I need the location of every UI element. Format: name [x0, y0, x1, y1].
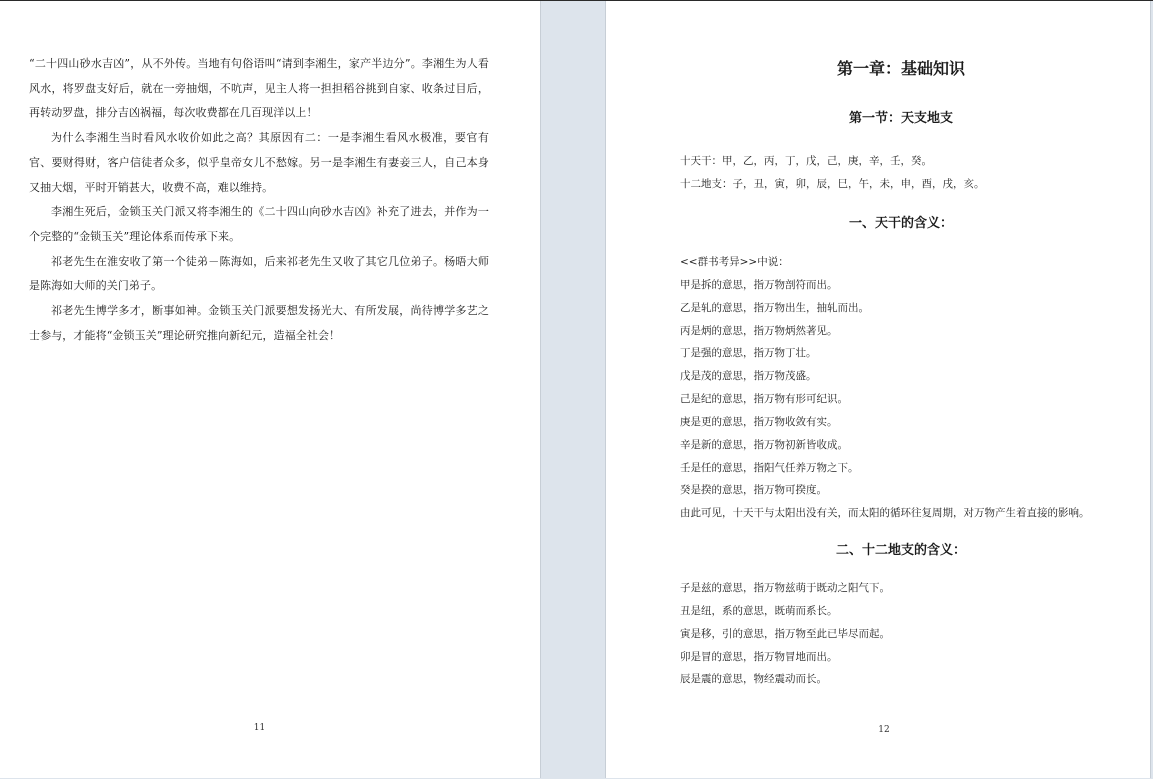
list-item: 乙是轧的意思，指万物出生，抽轧而出。	[680, 301, 869, 314]
list-item: 子是兹的意思，指万物兹萌于既动之阳气下。	[680, 582, 890, 594]
list-item: 辛是新的意思，指万物初新皆收成。	[680, 438, 848, 451]
page-number: 12	[878, 725, 890, 735]
section-title: 第一节：天支地支	[848, 111, 953, 126]
list-item: 丁是强的意思，指万物丁壮。	[680, 347, 817, 360]
list-item: <<群书考异>>中说：	[680, 256, 789, 268]
list-item: 己是纪的意思，指万物有形可纪识。	[680, 393, 848, 406]
list-item: 壬是任的意思，指阳气任养万物之下。	[680, 461, 859, 474]
document-page-12[interactable]	[605, 1, 1151, 778]
list-item: 甲是拆的意思，指万物剖符而出。	[680, 278, 838, 291]
page-number: 11	[253, 723, 266, 733]
chapter-title: 第一章：基础知识	[836, 59, 965, 78]
paragraph-1: “二十四山砂水吉凶”，从不外传。当地有句俗语叫“请到李湘生，家产半边分”。李湘生为人看风水，将罗盘支好后，就在一旁抽烟，不吭声，见主人将一担担稻谷挑到自家、收条过目后，再转动罗盘，排分吉凶祸福，每次收费都在几百现洋以上！	[29, 57, 489, 120]
tiangan-heading: 一、天干的含义：	[848, 216, 953, 231]
list-item: 癸是揆的意思，指万物可揆度。	[680, 484, 827, 497]
paragraph-3: 李湘生死后，金锁玉关门派又将李湘生的《二十四山向砂水吉凶》补充了进去，并作为一个完整的“金锁玉关”理论体系而传承下来。	[29, 205, 489, 243]
list-item: 卯是冒的意思，指万物冒地而出。	[680, 650, 838, 663]
tiangan-meaning-list	[680, 251, 1090, 525]
list-item: 寅是移，引的意思，指万物至此已毕尽而起。	[680, 627, 890, 640]
list-item: 丙是炳的意思，指万物炳然著见。	[680, 324, 838, 337]
paragraph-5: 祁老先生博学多才，断事如神。金锁玉关门派要想发扬光大、有所发展，尚待博学多艺之士参与，才能将“金锁玉关”理论研究推向新纪元，造福全社会！	[29, 304, 489, 342]
earthly-branches-line: 十二地支：子，丑，寅，卯，辰，巳，午，未，申，酉，戌，亥。	[680, 178, 985, 190]
heavenly-stems-line: 十天干：甲，乙，丙，丁，戊，己，庚，辛，壬，癸。	[680, 155, 932, 167]
page-body-text	[29, 52, 489, 348]
dizhi-heading: 二、十二地支的含义：	[835, 543, 966, 558]
document-page-11[interactable]	[0, 1, 541, 778]
list-item: 由此可见，十天干与太阳出没有关，而太阳的循环往复周期，对万物产生着直接的影响。	[680, 507, 1090, 520]
paragraph-2: 为什么李湘生当时看风水收价如此之高？其原因有二：一是李湘生看风水极准，要官有官、要财得财，客户信徒者众多，似乎皇帝女儿不愁嫁。另一是李湘生有妻妾三人，自己本身又抽大烟，平时开销甚大，收费不高，难以维持。	[29, 131, 489, 194]
list-item: 庚是更的意思，指万物收敛有实。	[680, 415, 838, 428]
list-item: 戊是茂的意思，指万物茂盛。	[680, 370, 817, 383]
paragraph-4: 祁老先生在淮安收了第一个徒弟－陈海如，后来祁老先生又收了其它几位弟子。杨晤大师是陈海如大师的关门弟子。	[29, 254, 489, 293]
dizhi-meaning-list	[680, 577, 890, 691]
list-item: 丑是纽，系的意思，既萌而系长。	[680, 604, 838, 617]
list-item: 辰是震的意思，物经震动而长。	[680, 673, 827, 686]
